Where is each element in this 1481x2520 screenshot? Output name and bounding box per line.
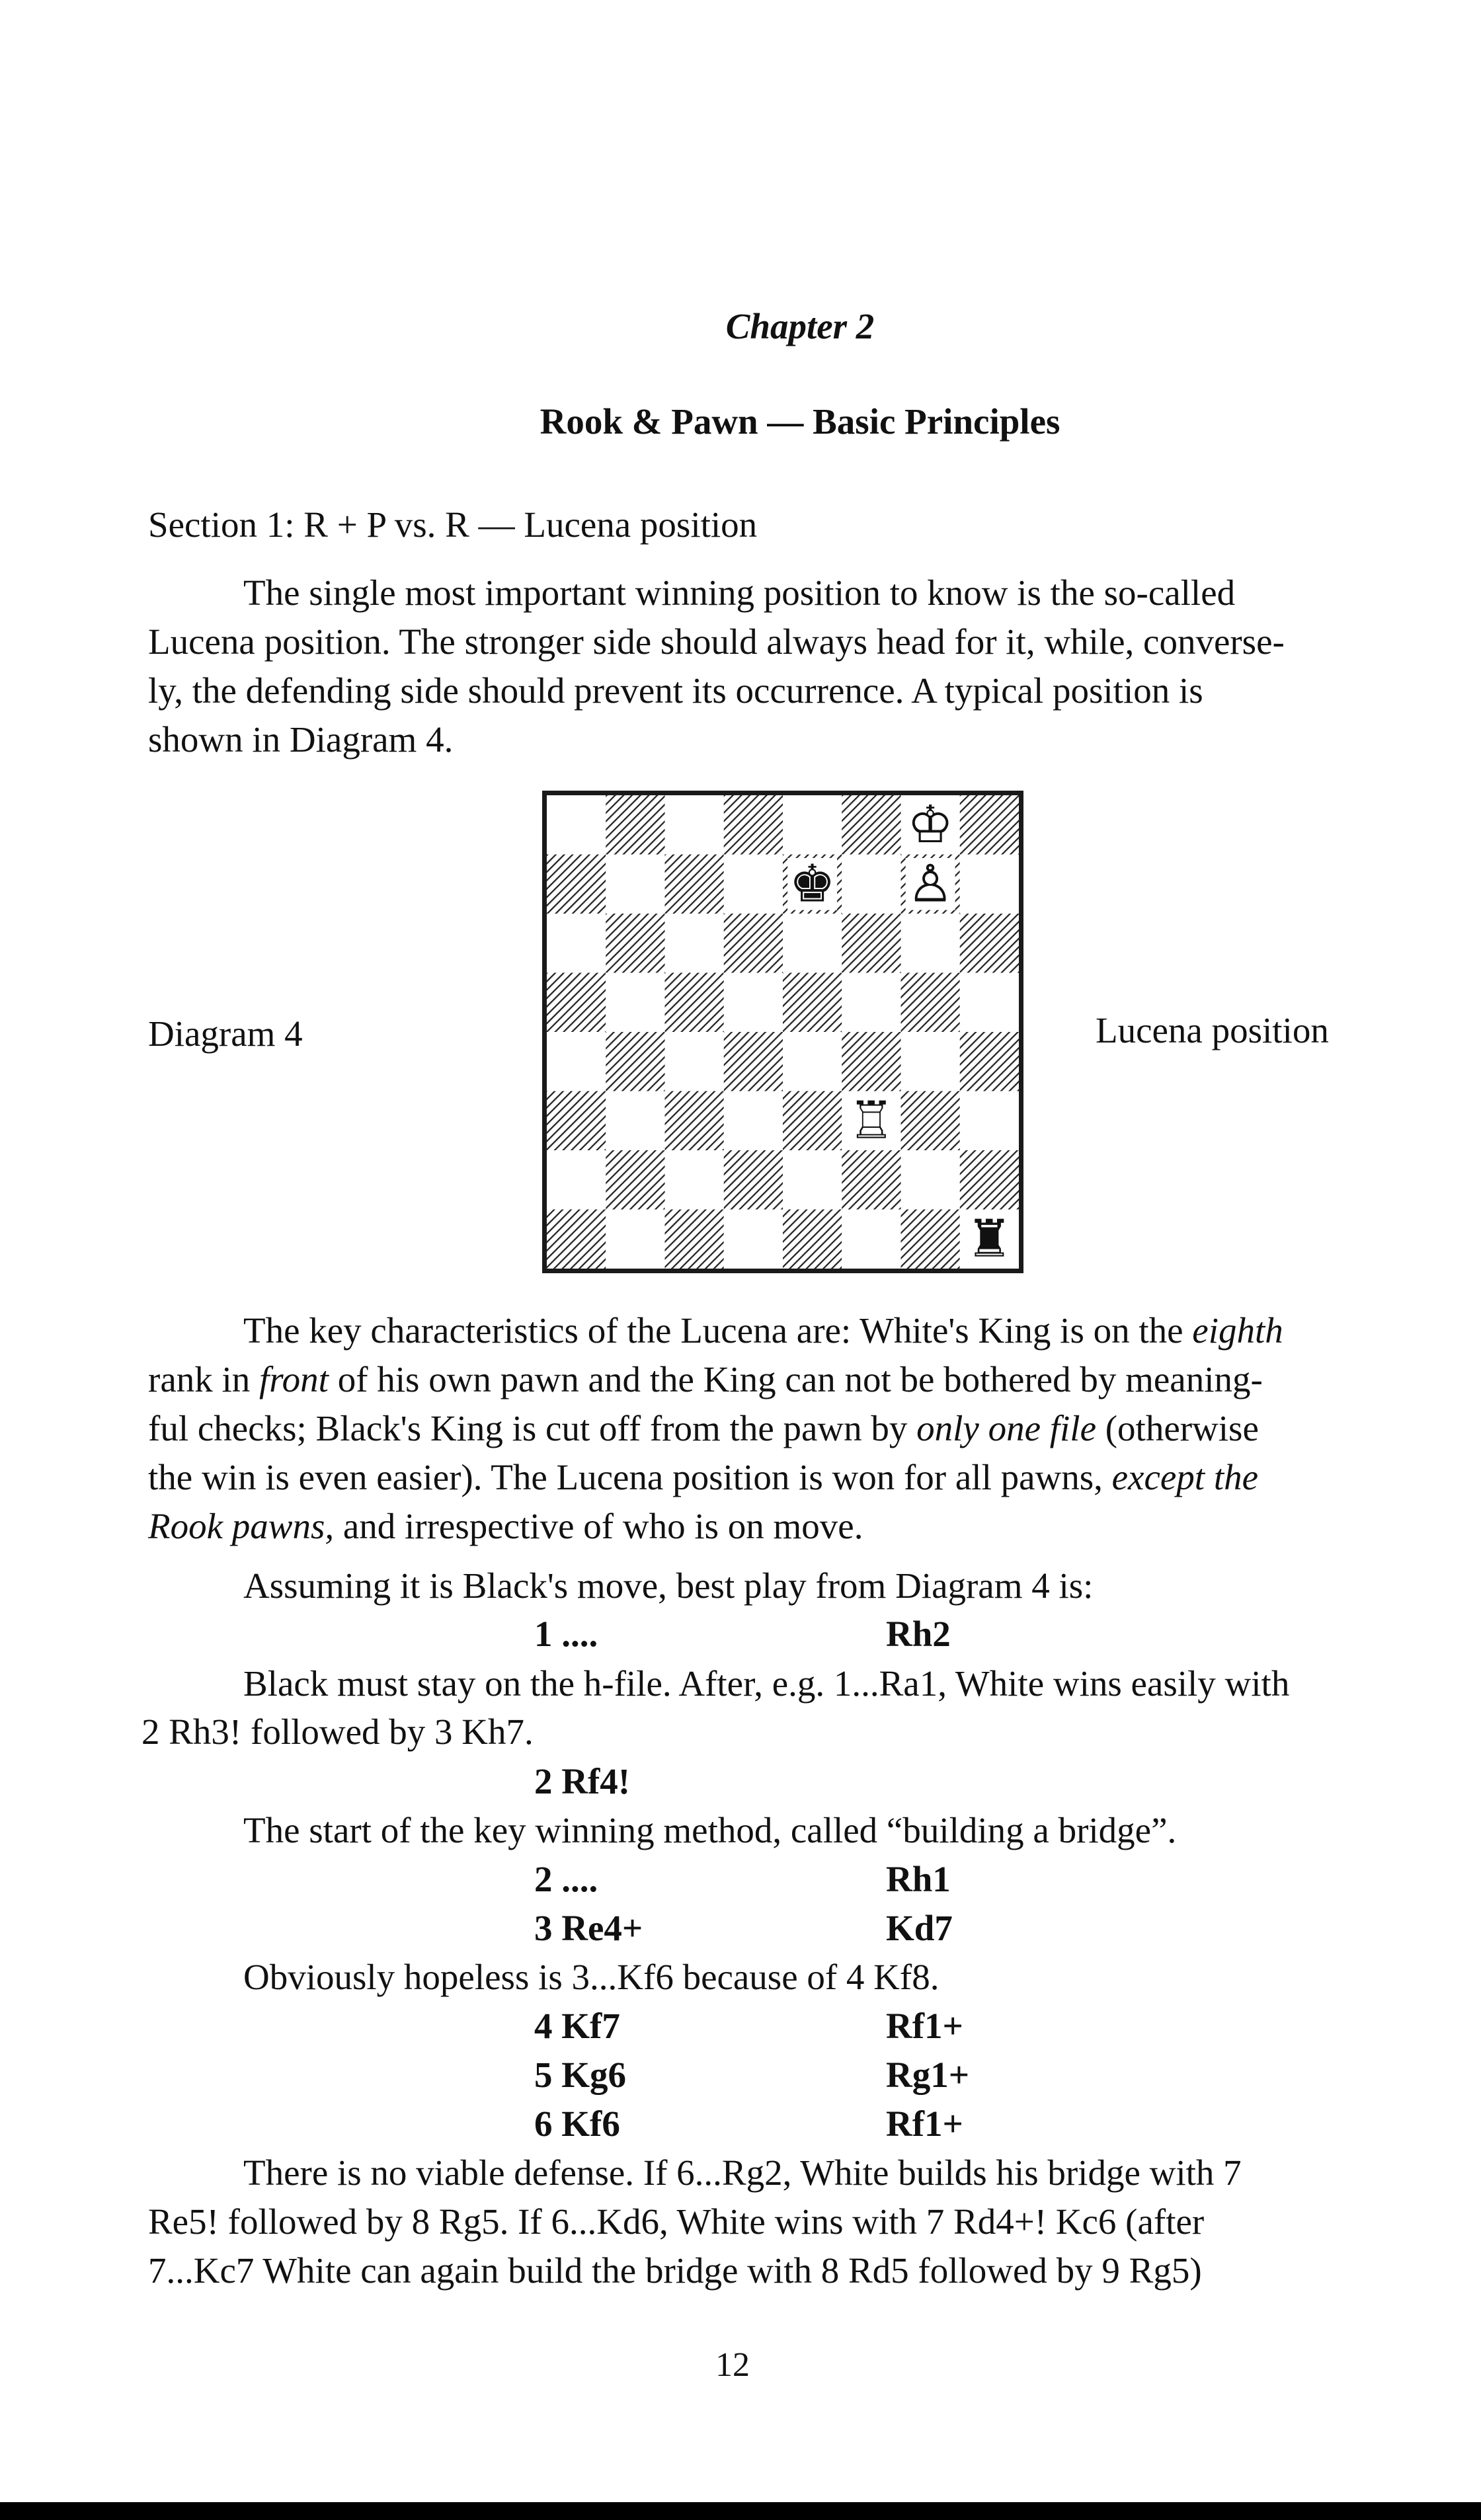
light-square-d1: [724, 1210, 783, 1269]
light-square-d7: [724, 855, 783, 914]
move-4-white: 4 Kf7: [534, 2006, 620, 2046]
characteristics-line-4: the win is even easier). The Lucena position is won for all pawns, except the: [148, 1457, 1259, 1497]
light-square-d5: [724, 973, 783, 1033]
dark-square-c1: [665, 1210, 724, 1269]
light-square-g2: [901, 1150, 960, 1210]
diagram-label: Diagram 4: [148, 1013, 303, 1054]
light-square-c2: [665, 1150, 724, 1210]
light-square-a4: [547, 1032, 606, 1091]
light-square-b7: [606, 855, 664, 914]
light-square-e8: [783, 795, 842, 855]
dark-square-c5: [665, 973, 724, 1033]
dark-square-b8: [606, 795, 664, 855]
move-6-white: 6 Kf6: [534, 2104, 620, 2144]
dark-square-f2: [842, 1150, 901, 1210]
dark-square-f8: [842, 795, 901, 855]
light-square-e6: [783, 914, 842, 973]
light-square-h7: [960, 855, 1019, 914]
dark-square-e1: [783, 1210, 842, 1269]
dark-square-c3: [665, 1091, 724, 1151]
light-square-e2: [783, 1150, 842, 1210]
dark-square-b6: [606, 914, 664, 973]
move-5-white: 5 Kg6: [534, 2055, 627, 2095]
light-square-b5: [606, 973, 664, 1033]
light-square-h3: [960, 1091, 1019, 1151]
dark-square-b4: [606, 1032, 664, 1091]
intro-line-3: ly, the defending side should prevent its occurrence. A typical position is: [148, 670, 1203, 711]
move-2-white-repeat: 2 ....: [534, 1859, 598, 1899]
light-square-h5: [960, 973, 1019, 1033]
light-square-f5: [842, 973, 901, 1033]
light-square-b3: [606, 1091, 664, 1151]
move-2-white: 2 Rf4!: [534, 1761, 631, 1801]
closing-line-2: Re5! followed by 8 Rg5. If 6...Kd6, White wins with 7 Rd4+! Kc6 (after: [148, 2201, 1205, 2242]
dark-square-h8: [960, 795, 1019, 855]
black-rook-icon: ♜: [966, 1209, 1013, 1269]
white-rook-icon: ♖: [848, 1091, 895, 1151]
white-king-icon: ♔: [907, 795, 954, 855]
light-square-a6: [547, 914, 606, 973]
dark-square-d8: [724, 795, 783, 855]
dark-square-e3: [783, 1091, 842, 1151]
white-pawn-icon: ♙: [907, 854, 954, 914]
light-square-b1: [606, 1210, 664, 1269]
light-square-a8: [547, 795, 606, 855]
light-square-f1: [842, 1210, 901, 1269]
dark-square-c7: [665, 855, 724, 914]
diagram-caption: Lucena position: [1096, 1010, 1329, 1050]
characteristics-line-1: The key characteristics of the Lucena are: White's King is on the eighth: [243, 1310, 1283, 1351]
light-square-c4: [665, 1032, 724, 1091]
closing-line-3: 7...Kc7 White can again build the bridge with 8 Rd5 followed by 9 Rg5): [148, 2250, 1202, 2291]
move-2-black: Rh1: [886, 1859, 951, 1899]
dark-square-g5: [901, 973, 960, 1033]
light-square-c6: [665, 914, 724, 973]
dark-square-d4: [724, 1032, 783, 1091]
chapter-heading: Chapter 2: [725, 306, 875, 346]
move-1-black: Rh2: [886, 1614, 951, 1654]
move-6-black: Rf1+: [886, 2104, 963, 2144]
move-1-white: 1 ....: [534, 1614, 598, 1654]
chess-diagram: [542, 791, 1023, 1273]
characteristics-line-5: Rook pawns, and irrespective of who is on move.: [148, 1506, 863, 1546]
intro-line-2: Lucena position. The stronger side should always head for it, while, converse-: [148, 621, 1285, 662]
section-heading: Section 1: R + P vs. R — Lucena position: [148, 504, 758, 545]
dark-square-g3: [901, 1091, 960, 1151]
note-1-line-2: 2 Rh3! followed by 3 Kh7.: [141, 1712, 534, 1752]
dark-square-f4: [842, 1032, 901, 1091]
dark-square-f6: [842, 914, 901, 973]
dark-square-h6: [960, 914, 1019, 973]
light-square-f7: [842, 855, 901, 914]
move-3-black: Kd7: [886, 1908, 953, 1948]
move-5-black: Rg1+: [886, 2055, 970, 2095]
intro-line-1: The single most important winning position to know is the so-called: [243, 572, 1236, 613]
note-1-line-1: Black must stay on the h-file. After, e.g. 1...Ra1, White wins easily with: [243, 1663, 1290, 1704]
light-square-g6: [901, 914, 960, 973]
closing-line-1: There is no viable defense. If 6...Rg2, White builds his bridge with 7: [243, 2152, 1242, 2193]
dark-square-d2: [724, 1150, 783, 1210]
black-king-icon: ♚: [789, 854, 836, 914]
dark-square-a1: [547, 1210, 606, 1269]
dark-square-d6: [724, 914, 783, 973]
light-square-c8: [665, 795, 724, 855]
dark-square-a3: [547, 1091, 606, 1151]
chapter-title: Rook & Pawn — Basic Principles: [540, 401, 1061, 442]
dark-square-b2: [606, 1150, 664, 1210]
dark-square-a7: [547, 855, 606, 914]
note-3: Obviously hopeless is 3...Kf6 because of 4 Kf8.: [243, 1957, 940, 1997]
characteristics-line-3: ful checks; Black's King is cut off from the pawn by only one file (otherwise: [148, 1408, 1259, 1448]
dark-square-h2: [960, 1150, 1019, 1210]
move-4-black: Rf1+: [886, 2006, 963, 2046]
bottom-scan-border: [0, 2502, 1481, 2520]
assuming-line: Assuming it is Black's move, best play from Diagram 4 is:: [243, 1565, 1094, 1606]
dark-square-g1: [901, 1210, 960, 1269]
dark-square-h4: [960, 1032, 1019, 1091]
light-square-g4: [901, 1032, 960, 1091]
dark-square-a5: [547, 973, 606, 1033]
light-square-d3: [724, 1091, 783, 1151]
characteristics-line-2: rank in front of his own pawn and the King can not be bothered by meaning-: [148, 1359, 1263, 1399]
note-2: The start of the key winning method, called “building a bridge”.: [243, 1810, 1177, 1850]
move-3-white: 3 Re4+: [534, 1908, 643, 1948]
page-number: 12: [715, 2346, 750, 2384]
intro-line-4: shown in Diagram 4.: [148, 719, 454, 760]
dark-square-e5: [783, 973, 842, 1033]
light-square-a2: [547, 1150, 606, 1210]
light-square-e4: [783, 1032, 842, 1091]
